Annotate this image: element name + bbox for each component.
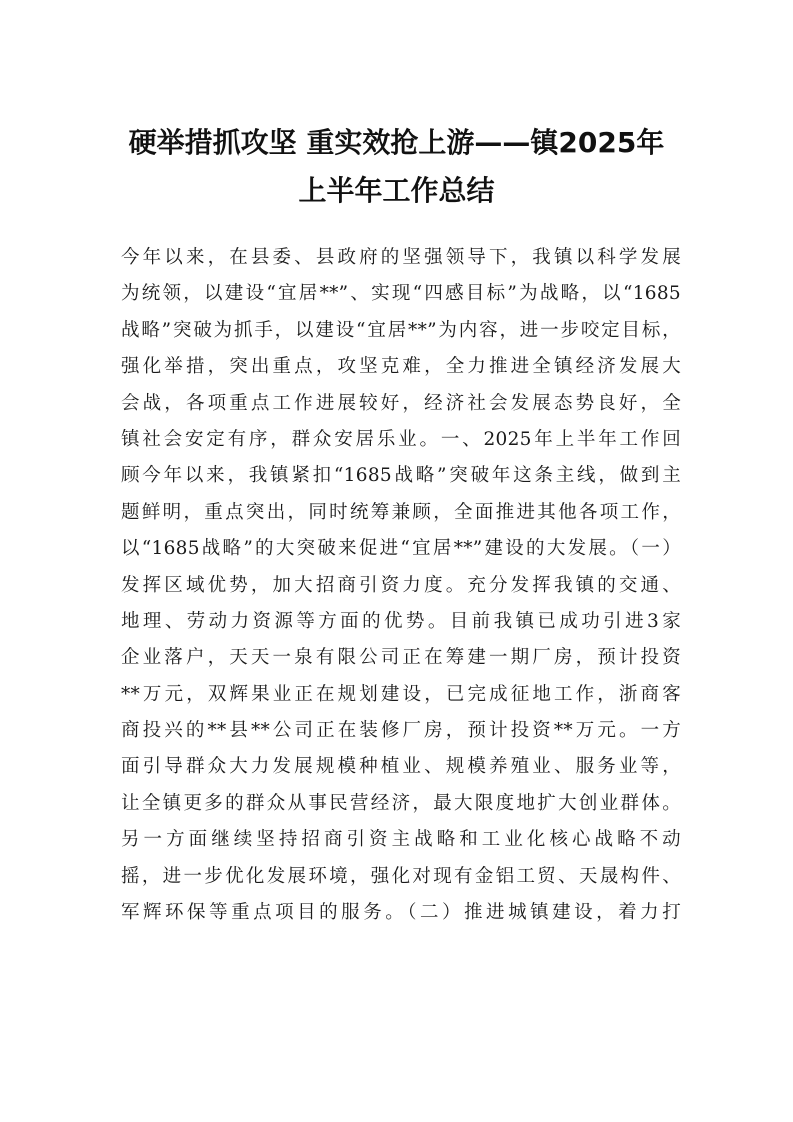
- body-line: 题鲜明，重点突出，同时统筹兼顾，全面推进其他各项工作，: [121, 501, 681, 523]
- body-line: 军辉环保等重点项目的服务。（二）推进城镇建设，着力打: [121, 902, 681, 924]
- body-line: 面引导群众大力发展规模种植业、规模养殖业、服务业等，: [121, 756, 681, 778]
- body-line: 以“1685战略”的大突破来促进“宜居**”建设的大发展。（一）: [121, 538, 681, 560]
- body-line: 今年以来，在县委、县政府的坚强领导下，我镇以科学发展: [121, 247, 681, 268]
- body-line: 地理、劳动力资源等方面的优势。目前我镇已成功引进3家: [121, 610, 681, 632]
- document-title-line-1: 硬举措抓攻坚 重实效抢上游——镇2025年: [128, 126, 665, 159]
- document-title-line-2: 上半年工作总结: [298, 174, 495, 207]
- body-line: 为统领，以建设“宜居**”、实现“四感目标”为战略，以“1685: [121, 283, 681, 305]
- body-line: 强化举措，突出重点，攻坚克难，全力推进全镇经济发展大: [121, 356, 681, 378]
- body-line: 顾今年以来，我镇紧扣“1685战略”突破年这条主线，做到主: [121, 465, 681, 487]
- body-line: 企业落户，天天一泉有限公司正在筹建一期厂房，预计投资: [121, 647, 681, 669]
- body-line: 战略”突破为抓手，以建设“宜居**”为内容，进一步咬定目标，: [121, 319, 681, 341]
- body-line: 镇社会安定有序，群众安居乐业。一、2025年上半年工作回: [121, 428, 681, 450]
- body-line: 会战，各项重点工作进展较好，经济社会发展态势良好，全: [121, 392, 681, 414]
- body-line: 摇，进一步优化发展环境，强化对现有金铝工贸、天晟构件、: [121, 865, 681, 887]
- body-line: 另一方面继续坚持招商引资主战略和工业化核心战略不动: [121, 829, 681, 851]
- body-line: 让全镇更多的群众从事民营经济，最大限度地扩大创业群体。: [121, 792, 681, 814]
- body-line: 发挥区域优势，加大招商引资力度。充分发挥我镇的交通、: [121, 574, 681, 596]
- body-line: 商投兴的**县**公司正在装修厂房，预计投资**万元。一方: [121, 720, 681, 742]
- body-line: **万元，双辉果业正在规划建设，已完成征地工作，浙商客: [121, 683, 681, 705]
- document-body: [121, 240, 681, 931]
